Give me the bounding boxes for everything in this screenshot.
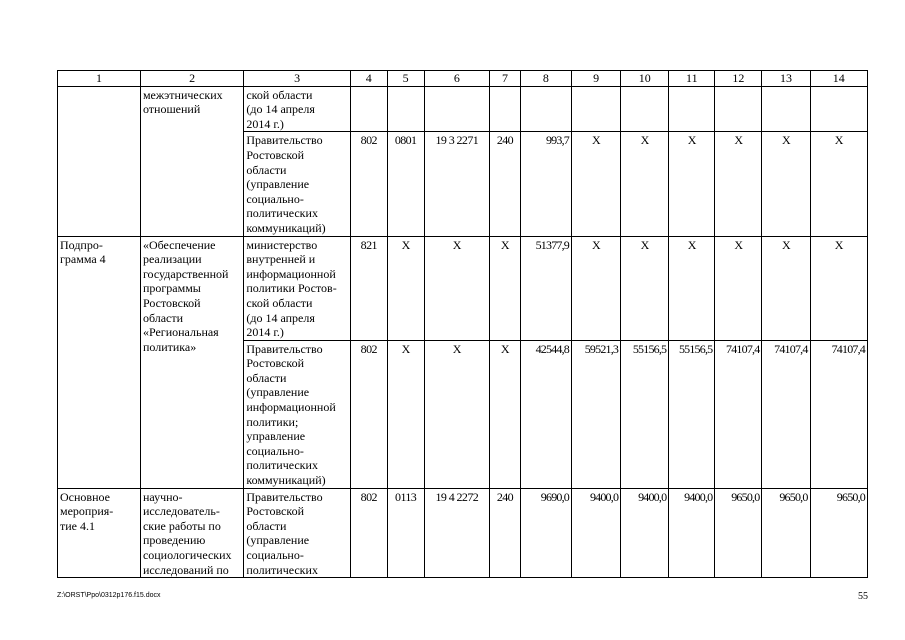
value-cell: X (572, 132, 621, 236)
header-cell: 8 (520, 71, 571, 87)
value-cell: X (810, 132, 867, 236)
rzpr-cell: 0113 (387, 488, 424, 578)
table-row (58, 488, 868, 578)
value-cell: 9650,0 (715, 488, 762, 578)
value-cell: 55156,5 (669, 340, 715, 488)
rzpr-cell: 0801 (387, 132, 424, 236)
value-cell: 9650,0 (810, 488, 867, 578)
program-name-cell: «Обеспечение реализации государственной программы Ростовской области «Региональная политика» (140, 236, 243, 488)
program-name-cell: межэтнических отношений (140, 86, 243, 236)
value-cell (572, 86, 621, 132)
header-cell: 9 (572, 71, 621, 87)
file-path-footer: Z:\ORST\Ppo\0312p176.f15.docx (57, 592, 161, 599)
value-cell (490, 86, 521, 132)
header-cell: 4 (350, 71, 387, 87)
value-cell (387, 86, 424, 132)
value-cell (621, 86, 669, 132)
header-cell: 2 (140, 71, 243, 87)
value-cell (715, 86, 762, 132)
value-cell: 42544,8 (520, 340, 571, 488)
value-cell: 993,7 (520, 132, 571, 236)
value-cell: X (669, 236, 715, 340)
page-number: 55 (858, 591, 868, 602)
value-cell: X (621, 132, 669, 236)
csr-cell: 19 4 2272 (424, 488, 490, 578)
vr-cell: X (490, 236, 521, 340)
value-cell: 51377,9 (520, 236, 571, 340)
value-cell (424, 86, 490, 132)
header-cell: 14 (810, 71, 867, 87)
executor-cell: Правительство Ростовской области (управление социально- политических коммуникаций) (244, 132, 350, 236)
header-cell: 12 (715, 71, 762, 87)
value-cell (350, 86, 387, 132)
value-cell: X (621, 236, 669, 340)
executor-cell: Правительство Ростовской области (управление социально- политических (244, 488, 350, 578)
value-cell: X (810, 236, 867, 340)
rzpr-cell: X (387, 340, 424, 488)
value-cell (810, 86, 867, 132)
value-cell: 55156,5 (621, 340, 669, 488)
header-cell: 6 (424, 71, 490, 87)
value-cell (669, 86, 715, 132)
value-cell (762, 86, 810, 132)
value-cell: X (715, 236, 762, 340)
value-cell: X (762, 132, 810, 236)
value-cell: 9400,0 (669, 488, 715, 578)
value-cell: 9400,0 (621, 488, 669, 578)
value-cell: X (762, 236, 810, 340)
vr-cell: X (490, 340, 521, 488)
table-row (58, 86, 868, 132)
csr-cell: X (424, 340, 490, 488)
header-cell: 13 (762, 71, 810, 87)
program-cell (58, 86, 141, 236)
program-cell: Основное мероприя- тие 4.1 (58, 488, 141, 578)
value-cell: 74107,4 (762, 340, 810, 488)
value-cell: 74107,4 (715, 340, 762, 488)
csr-cell: 19 3 2271 (424, 132, 490, 236)
executor-cell: ской области (до 14 апреля 2014 г.) (244, 86, 350, 132)
value-cell: X (715, 132, 762, 236)
csr-cell: X (424, 236, 490, 340)
value-cell (520, 86, 571, 132)
header-cell: 10 (621, 71, 669, 87)
grbs-cell: 802 (350, 488, 387, 578)
value-cell: 59521,3 (572, 340, 621, 488)
value-cell: X (572, 236, 621, 340)
value-cell: 74107,4 (810, 340, 867, 488)
vr-cell: 240 (490, 132, 521, 236)
header-row (58, 71, 868, 87)
executor-cell: Правительство Ростовской области (управление информационной политики; управление социально- политических коммуникаций) (244, 340, 350, 488)
grbs-cell: 802 (350, 340, 387, 488)
program-cell: Подпро- грамма 4 (58, 236, 141, 488)
value-cell: 9690,0 (520, 488, 571, 578)
header-cell: 5 (387, 71, 424, 87)
value-cell: 9400,0 (572, 488, 621, 578)
rzpr-cell: X (387, 236, 424, 340)
table-row (58, 236, 868, 340)
vr-cell: 240 (490, 488, 521, 578)
program-name-cell: научно- исследователь- ские работы по проведению социологических исследований по (140, 488, 243, 578)
header-cell: 11 (669, 71, 715, 87)
value-cell: 9650,0 (762, 488, 810, 578)
budget-table (57, 70, 868, 578)
grbs-cell: 821 (350, 236, 387, 340)
grbs-cell: 802 (350, 132, 387, 236)
header-cell: 3 (244, 71, 350, 87)
executor-cell: министерство внутренней и информационной политики Ростов- ской области (до 14 апреля 2014 г.) (244, 236, 350, 340)
header-cell: 7 (490, 71, 521, 87)
header-cell: 1 (58, 71, 141, 87)
value-cell: X (669, 132, 715, 236)
